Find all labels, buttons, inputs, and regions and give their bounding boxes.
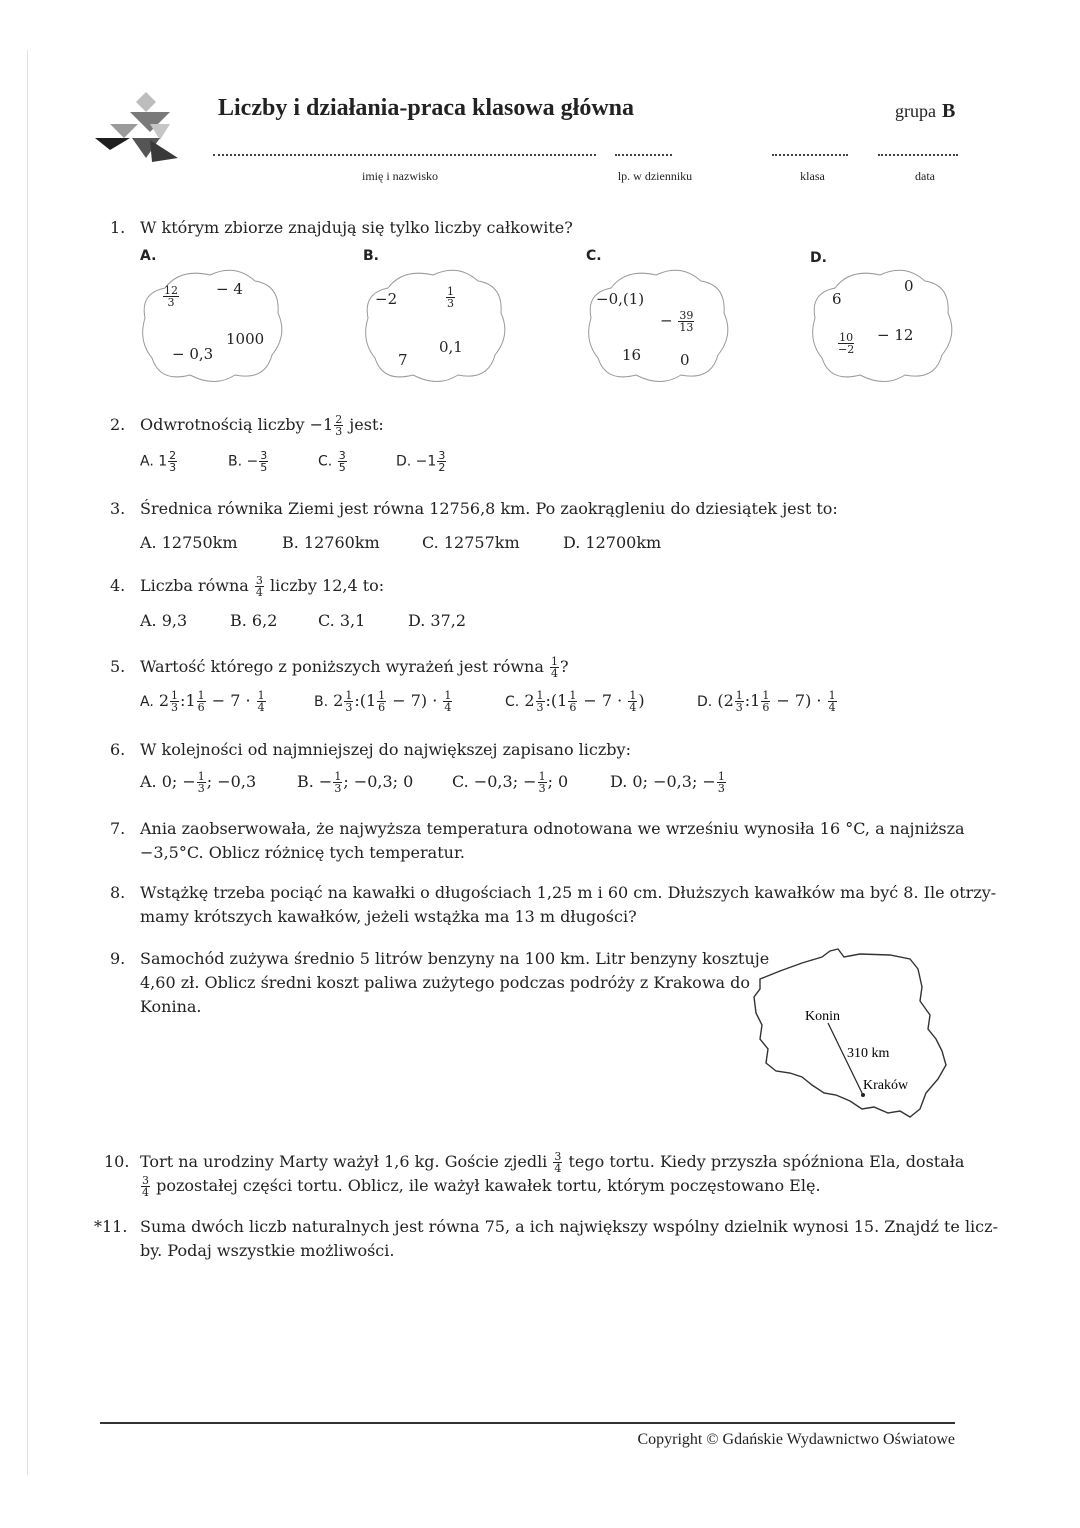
- date-field-line[interactable]: [878, 152, 958, 156]
- page-margin-line: [27, 50, 28, 1475]
- option-a[interactable]: A. 12750km: [140, 533, 238, 552]
- group-indicator: grupa B: [895, 100, 956, 122]
- set-d[interactable]: D. 0 6 − 12 $\frac{10}{-2}$: [810, 250, 955, 390]
- option-b[interactable]: B. 6,2: [230, 611, 278, 630]
- poland-map: [750, 945, 955, 1125]
- question-6-options: [140, 771, 760, 801]
- option-d[interactable]: D. −1 $\frac{3}{2}$: [396, 449, 446, 474]
- question-9: 9. Samochód zużywa średnio 5 litrów benzyny na 100 km. Litr benzyny kosztuje 4,60 zł. Oblicz średni koszt paliwa zużytego podczas podróży z Krakowa do Konina.: [110, 949, 770, 1016]
- class-field-caption: klasa: [800, 169, 825, 183]
- option-b[interactable]: B. 12760km: [282, 533, 380, 552]
- option-d[interactable]: D. 37,2: [408, 611, 467, 630]
- option-c[interactable]: C. $\frac{3}{5}$: [318, 449, 346, 474]
- set-label: D.: [810, 250, 827, 266]
- distance-label: 310 km: [847, 1046, 890, 1061]
- question-11: *11. Suma dwóch liczb naturalnych jest równa 75, a ich największy wspólny dzielnik wynosi 15. Znajdź te licz- by. Podaj wszystkie możliwości.: [94, 1217, 998, 1260]
- question-text: W którym zbiorze znajdują się tylko liczby całkowite?: [140, 218, 573, 237]
- cloud-shape: [140, 263, 285, 388]
- option-b[interactable]: B. − $\frac{1}{3}$ ; −0,3; 0: [297, 770, 414, 795]
- city-krakow: Kraków: [863, 1078, 909, 1093]
- number-field-line[interactable]: [615, 152, 672, 156]
- cloud-shape: [363, 263, 508, 388]
- date-field-caption: data: [915, 169, 935, 183]
- question-7: 7. Ania zaobserwowała, że najwyższa temperatura odnotowana we wrześniu wynosiła 16 °C, a najniższa −3,5°C. Oblicz różnicę tych temperatur.: [110, 819, 965, 862]
- option-d[interactable]: D. 12700km: [563, 533, 662, 552]
- question-5-options: [140, 690, 860, 720]
- set-label: B.: [363, 248, 379, 264]
- option-a[interactable]: A. 9,3: [140, 611, 188, 630]
- class-field-line[interactable]: [772, 152, 848, 156]
- option-b[interactable]: B. 2 $\frac{1}{3}$ :(1 $\frac{1}{6}$ − 7) · $\frac{1}{4}$: [314, 689, 452, 714]
- question-5: 5. Wartość którego z poniższych wyrażeń jest równa $\frac{1}{4}$ ?: [110, 655, 569, 680]
- set-a[interactable]: A. $\frac{12}{3}$ − 4 1000 − 0,3: [140, 248, 285, 388]
- country-outline: [754, 949, 946, 1117]
- set-c[interactable]: C. −0,(1) − $\frac{39}{13}$ 16 0: [586, 248, 731, 388]
- set-b[interactable]: B. −2 $\frac{1}{3}$ 0,1 7: [363, 248, 508, 388]
- footer-rule: [100, 1422, 955, 1424]
- city-konin: Konin: [805, 1009, 840, 1024]
- option-a[interactable]: A. 1 $\frac{2}{3}$: [140, 449, 177, 474]
- page-title: Liczby i działania-praca klasowa główna: [218, 95, 635, 121]
- question-4-options: [140, 611, 540, 635]
- question-number: 1.: [110, 218, 126, 237]
- question-2-options: [140, 450, 640, 480]
- copyright: Copyright © Gdańskie Wydawnictwo Oświatowe: [637, 1431, 955, 1448]
- number-field-caption: lp. w dzienniku: [617, 169, 693, 183]
- group-value: B: [941, 100, 956, 122]
- option-c[interactable]: C. 2 $\frac{1}{3}$ :(1 $\frac{1}{6}$ − 7 · $\frac{1}{4}$ ): [505, 689, 645, 714]
- question-8: 8. Wstążkę trzeba pociąć na kawałki o długościach 1,25 m i 60 cm. Dłuższych kawałków ma być 8. Ile otrzy- mamy krótszych kawałków, jeżeli wstążka ma 13 m długości?: [110, 883, 997, 926]
- question-2: 2. Odwrotnością liczby −1 $\frac{2}{3}$ jest:: [110, 413, 384, 438]
- option-c[interactable]: C. −0,3; − $\frac{1}{3}$ ; 0: [452, 770, 569, 795]
- krakow-dot: [861, 1093, 865, 1097]
- cloud-shape: [586, 263, 731, 388]
- publisher-logo-icon: [90, 92, 182, 166]
- option-c[interactable]: C. 3,1: [318, 611, 366, 630]
- set-label: C.: [586, 248, 602, 264]
- option-c[interactable]: C. 12757km: [422, 533, 520, 552]
- option-a[interactable]: A. 0; − $\frac{1}{3}$ ; −0,3: [140, 770, 257, 795]
- option-d[interactable]: D. (2 $\frac{1}{3}$ :1 $\frac{1}{6}$ − 7) · $\frac{1}{4}$: [697, 689, 836, 714]
- name-field-line[interactable]: [213, 152, 596, 156]
- name-field-caption: imię i nazwisko: [362, 169, 438, 183]
- question-10: 10. Tort na urodziny Marty ważył 1,6 kg. Goście zjedli $\frac{3}{4}$ tego tortu. Kiedy przyszła spóźniona Ela, dostała $\frac{3}{4}$ pozostałej części tortu. Oblicz, ile ważył kawałek tortu, którym poczęstowano Elę.: [104, 1150, 965, 1199]
- option-b[interactable]: B. − $\frac{3}{5}$: [228, 449, 268, 474]
- option-d[interactable]: D. 0; −0,3; − $\frac{1}{3}$: [610, 770, 725, 795]
- option-a[interactable]: A. 2 $\frac{1}{3}$ :1 $\frac{1}{6}$ − 7 · $\frac{1}{4}$: [140, 689, 265, 714]
- set-label: A.: [140, 248, 157, 264]
- question-3-options: [140, 533, 700, 557]
- question-4: 4. Liczba równa $\frac{3}{4}$ liczby 12,4 to:: [110, 574, 385, 599]
